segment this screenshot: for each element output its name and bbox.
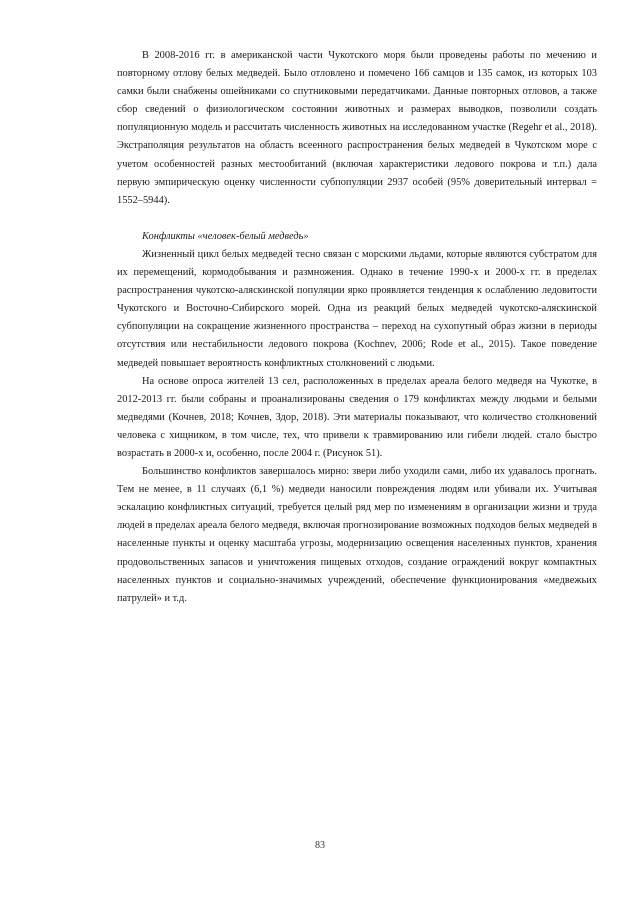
paragraph-sea-ice: Жизненный цикл белых медведей тесно связан с морскими льдами, которые являются субстратом для их перемещений, кормодобывания и размножения. Однако в течение 1990-х и 2000-х гг. в пределах распространения чукотско-аляскинской популяции ярко проявляется тенденция к ослаблению ледовитости Чукотского и Восточно-Сибирского морей. Одна из реакций белых медведей чукотско-аляскинской субпопуляции на сокращение жизненного пространства – переход на сухопутный образ жизни в периоды отсутствия или нестабильности ледового покрова (Kochnev, 2006; Rode et al., 2015). Такое поведение медведей повышает вероятность конфликтных столкновений с людьми. <box>117 248 597 369</box>
page-body <box>117 47 597 608</box>
paragraph-tagging-study: В 2008-2016 гг. в американской части Чукотского моря были проведены работы по мечению и повторному отлову белых медведей. Было отловлено и помечено 166 самцов и 135 самок, из которых 103 самки были снабжены ошейниками со спутниковыми передатчиками. Данные повторных отловов, а также сбор сведений о физиологическом состоянии животных и размерах выводков, позволили создать популяционную модель и рассчитать численность животных на исследованном участке (Regehr et al., 2018). Экстраполяция результатов на область всеенного распространения белых медведей в Чукотском море с учетом особенностей разных местообитаний (включая характеристики ледового покрова и т.п.) дала первую эмпирическую оценку численности субпопуляции 2937 особей (95% доверительный интервал = 1552–5944). <box>117 50 597 206</box>
section-heading: Конфликты «человек-белый медведь» <box>142 230 309 242</box>
section-spacer <box>117 210 597 228</box>
paragraph-conflict-outcomes: Большинство конфликтов завершалось мирно: звери либо уходили сами, либо их удавалось прогнать. Тем не менее, в 11 случаях (6,1 %) медведи наносили повреждения людям или убивали их. Учитывая эскалацию конфликтных ситуаций, требуется целый ряд мер по изменениям в организации жизни и труда людей в пределах ареала белого медведя, включая прогнозирование возможных подходов белых медведей в населенные пункты и оценку масштаба угрозы, модернизацию освещения населенных пунктов, хранения продовольственных запасов и уничтожения пищевых отходов, создание ограждений вокруг компактных населенных пунктов и социально-значимых учреждений, обеспечение функционирования «медвежьих патрулей» и т.д. <box>117 466 597 604</box>
page-number: 83 <box>315 840 325 851</box>
paragraph-survey: На основе опроса жителей 13 сел, расположенных в пределах ареала белого медведя на Чукотке, в 2012-2013 гг. были собраны и проанализированы сведения о 179 конфликтах между людьми и белыми медведями (Кочнев, 2018; Кочнев, Здор, 2018). Эти материалы показывают, что количество столкновений человека с хищником, в том числе, тех, что привели к травмированию или гибели людей. стало быстро возрастать в 2000-х и, особенно, после 2004 г. (Рисунок 51). <box>117 375 597 459</box>
